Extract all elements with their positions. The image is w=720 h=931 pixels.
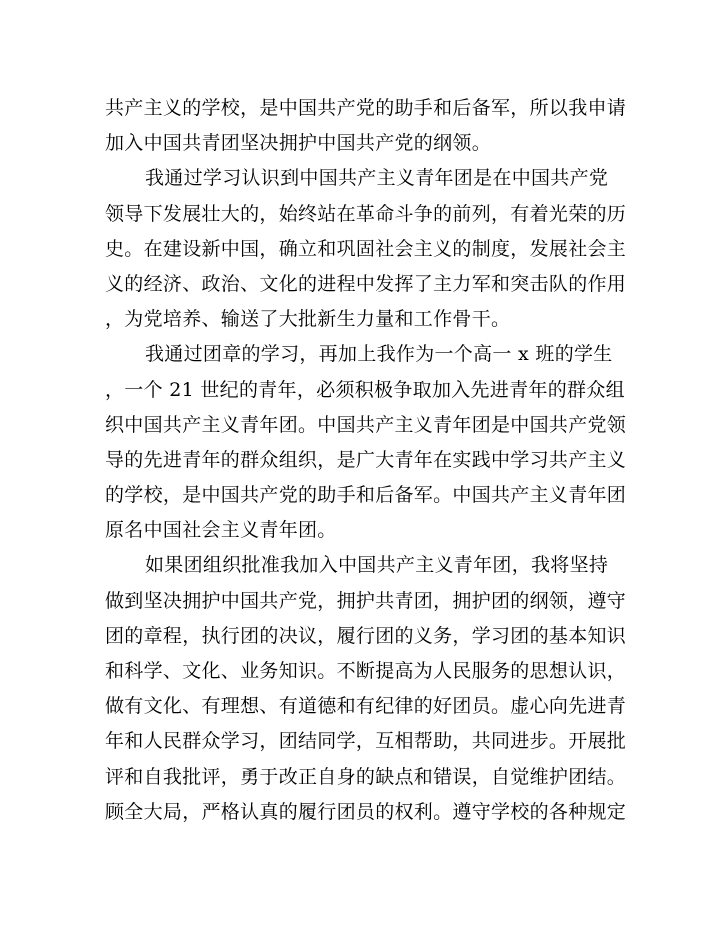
text-line: 义的经济、政治、文化的进程中发挥了主力军和突击队的作用 [105, 272, 627, 295]
text-line: 领导下发展壮大的，始终站在革命斗争的前列，有着光荣的历 [105, 202, 627, 225]
paragraph-4 [105, 548, 627, 830]
text-line: 原名中国社会主义青年团。 [105, 519, 337, 542]
document-body [105, 91, 627, 830]
text-line: 和科学、文化、业务知识。不断提高为人民服务的思想认识， [105, 660, 627, 682]
text-line: 史。在建设新中国，确立和巩固社会主义的制度，发展社会主 [105, 237, 627, 260]
text-line: 导的先进青年的群众组织，是广大青年在实践中学习共产主义 [105, 448, 627, 471]
paragraph-2 [105, 161, 627, 337]
text-line: 的学校，是中国共产党的助手和后备军。中国共产主义青年团 [105, 484, 627, 507]
text-line: 做到坚决拥护中国共产党，拥护共青团，拥护团的纲领，遵守 [105, 589, 627, 612]
paragraph-3 [105, 337, 627, 548]
text-line: 我通过团章的学习，再加上我作为一个高一 x 班的学生 [145, 343, 613, 366]
text-line: 共产主义的学校，是中国共产党的助手和后备军，所以我申请 [105, 97, 627, 119]
text-line: ，一个 21 世纪的青年，必须积极争取加入先进青年的群众组 [105, 378, 625, 401]
text-line: 年和人民群众学习，团结同学，互相帮助，共同进步。开展批 [105, 730, 627, 753]
text-line: 顾全大局，严格认真的履行团员的权利。遵守学校的各种规定 [105, 800, 627, 823]
text-line: 加入中国共青团坚决拥护中国共产党的纲领。 [105, 132, 492, 155]
text-line: ，为党培养、输送了大批新生力量和工作骨干。 [105, 308, 511, 331]
text-line: 做有文化、有理想、有道德和有纪律的好团员。虚心向先进青 [105, 695, 627, 718]
paragraph-1 [105, 91, 627, 161]
text-line: 织中国共产主义青年团。中国共产主义青年团是中国共产党领 [105, 413, 627, 436]
text-line: 团的章程，执行团的决议，履行团的义务，学习团的基本知识 [105, 624, 627, 647]
text-line: 我通过学习认识到中国共产主义青年团是在中国共产党 [145, 167, 609, 190]
text-line: 如果团组织批准我加入中国共产主义青年团，我将坚持 [145, 554, 609, 577]
text-line: 评和自我批评，勇于改正自身的缺点和错误，自觉维护团结。 [105, 765, 627, 788]
